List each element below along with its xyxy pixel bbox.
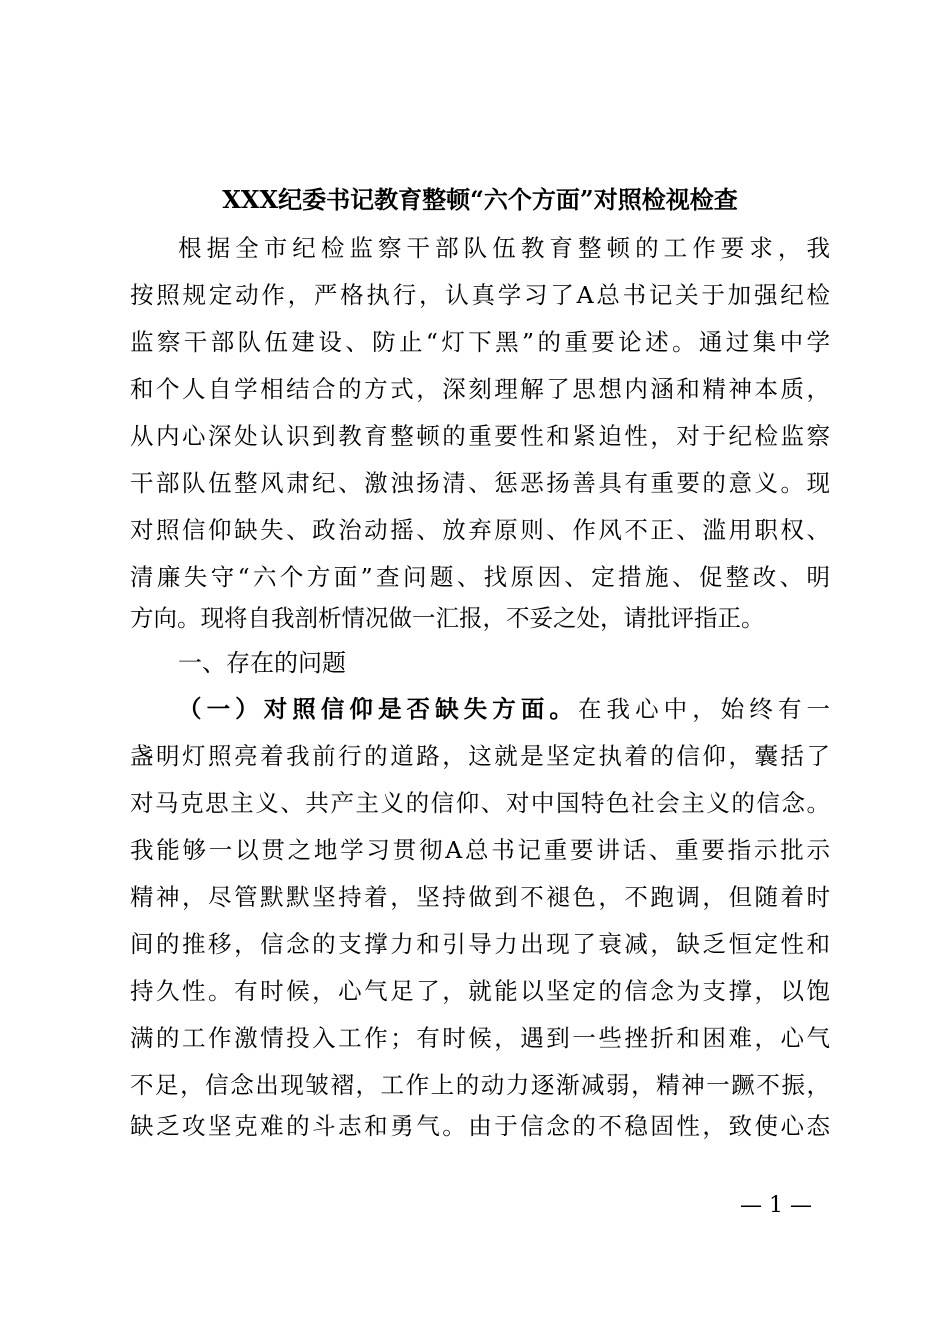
intro-line-4: 和个人自学相结合的方式，深刻理解了思想内涵和精神本质， [130,375,830,403]
intro-line-9: 方向。现将自我剖析情况做一汇报，不妥之处，请批评指正。 [130,604,765,632]
document-title: XXX纪委书记教育整顿“六个方面”对照检视检查 [222,185,738,214]
subsection-label: （一）对照信仰是否缺失方面。 [178,695,578,723]
intro-line-5: 从内心深处认识到教育整顿的重要性和紧迫性，对于纪检监察 [130,422,830,450]
body-line-9: 缺乏攻坚克难的斗志和勇气。由于信念的不稳固性，致使心态 [130,1112,830,1140]
intro-line-6: 干部队伍整风肃纪、激浊扬清、惩恶扬善具有重要的意义。现 [130,469,830,497]
body-line-2: 对马克思主义、共产主义的信仰、对中国特色社会主义的信念。 [130,789,830,817]
body-line-7: 满的工作激情投入工作；有时候，遇到一些挫折和困难，心气 [130,1024,830,1052]
subsection-first-line-rest: 在我心中，始终有一 [577,695,831,723]
page-number: — 1 — [740,1193,812,1218]
body-line-6: 持久性。有时候，心气足了，就能以坚定的信念为支撑，以饱 [130,977,830,1005]
body-line-3: 我能够一以贯之地学习贯彻A总书记重要讲话、重要指示批示 [130,836,830,864]
body-line-1: 盏明灯照亮着我前行的道路，这就是坚定执着的信仰，囊括了 [130,742,830,770]
intro-line-1: 根据全市纪检监察干部队伍教育整顿的工作要求，我 [178,234,830,262]
body-line-4: 精神，尽管默默坚持着，坚持做到不褪色，不跑调，但随着时 [130,883,830,911]
section-heading: 一、存在的问题 [178,649,346,677]
intro-line-7: 对照信仰缺失、政治动摇、放弃原则、作风不正、滥用职权、 [130,516,830,544]
subsection-first-line [178,694,830,724]
intro-line-8: 清廉失守“六个方面”查问题、找原因、定措施、促整改、明 [130,563,830,591]
intro-line-3: 监察干部队伍建设、防止“灯下黑”的重要论述。通过集中学 [130,328,830,356]
body-line-5: 间的推移，信念的支撑力和引导力出现了衰减，缺乏恒定性和 [130,930,830,958]
body-line-8: 不足，信念出现皱褶，工作上的动力逐渐减弱，精神一蹶不振， [130,1071,830,1099]
intro-line-2: 按照规定动作，严格执行，认真学习了A总书记关于加强纪检 [130,281,830,309]
